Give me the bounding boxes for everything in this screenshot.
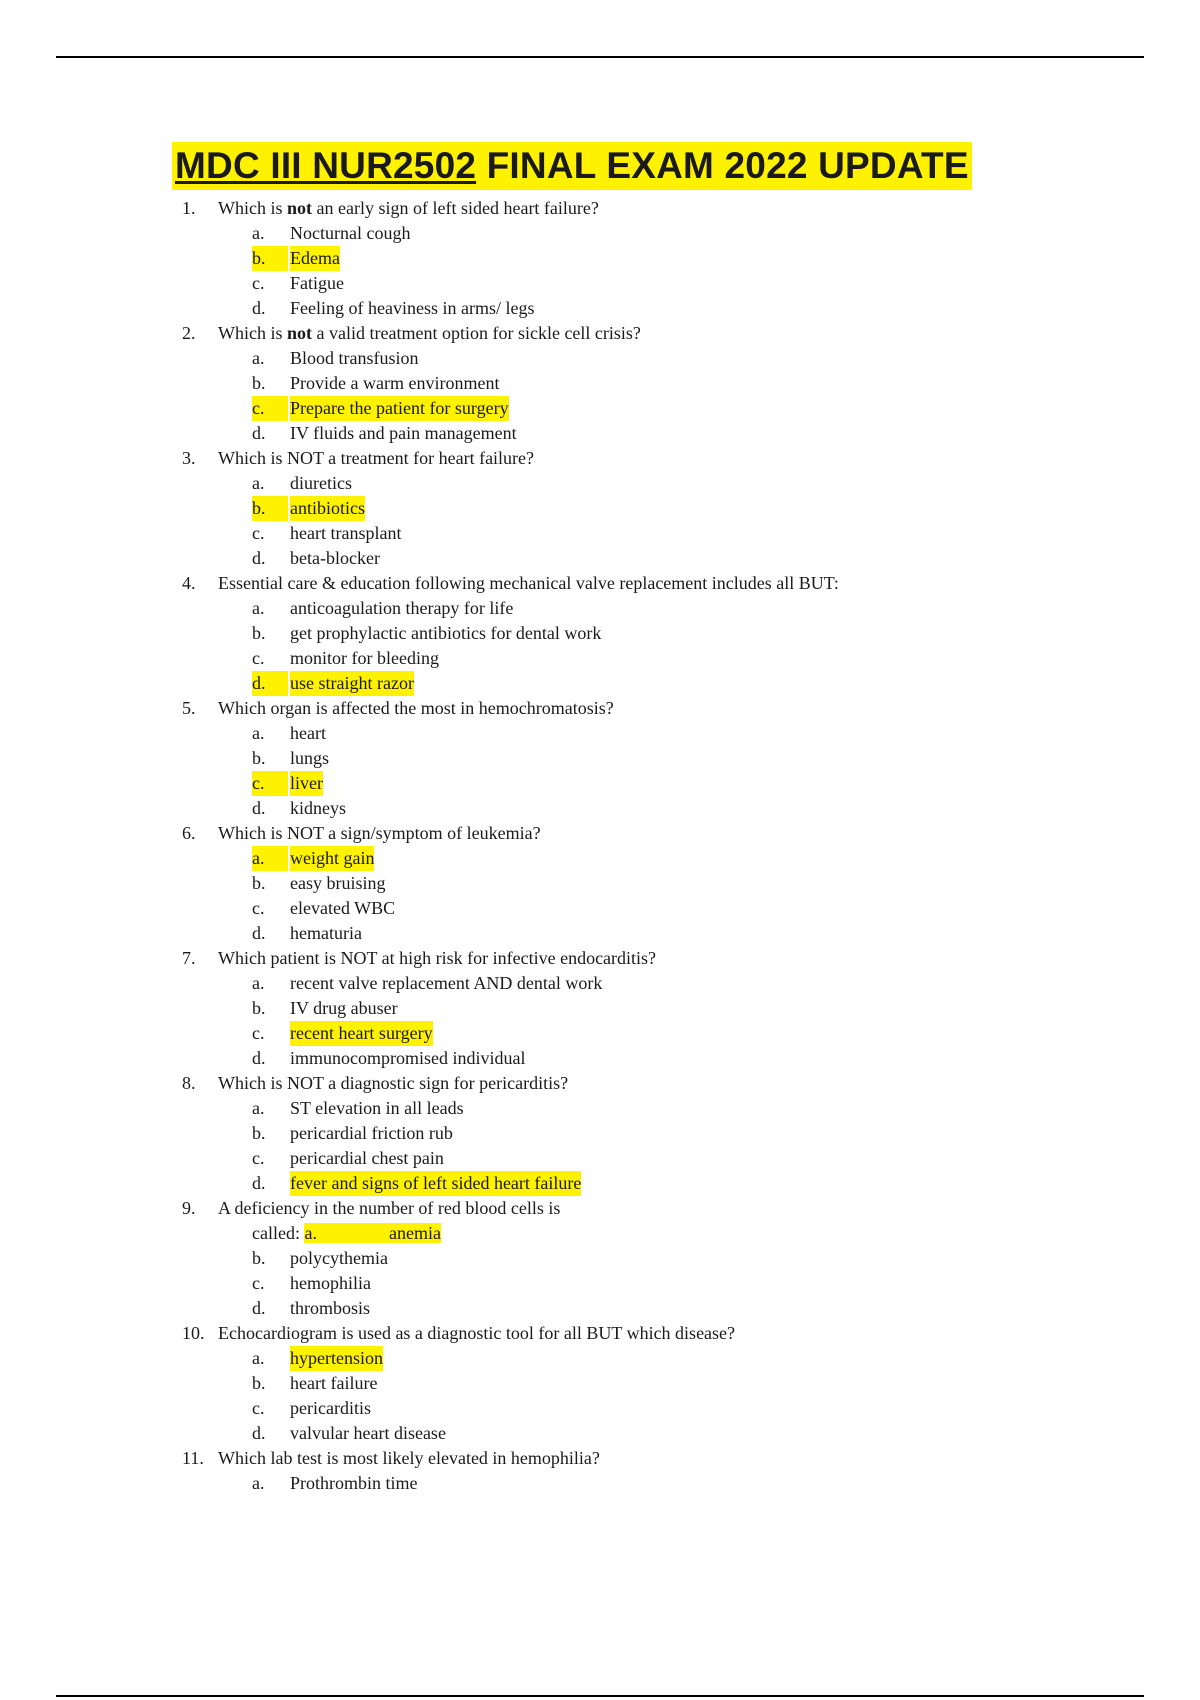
option-3d: d. beta-blocker — [252, 548, 380, 568]
option-1c: c. Fatigue — [252, 273, 344, 293]
option-9b: b. polycythemia — [252, 1248, 388, 1268]
option-2c-answer: c. Prepare the patient for surgery — [0, 396, 1200, 421]
option-7d: d. immunocompromised individual — [252, 1048, 526, 1068]
option-1b-answer: b. Edema — [0, 246, 1200, 271]
question-text: Which patient is NOT at high risk for infective endocarditis? — [218, 948, 657, 968]
option-5c-answer: c. liver — [0, 771, 1200, 796]
option-5b: b. lungs — [252, 748, 330, 768]
question-text: Which is not an early sign of left sided heart failure? — [218, 198, 599, 218]
question-number: 9. — [182, 1198, 196, 1218]
option-8b: b. pericardial friction rub — [252, 1123, 453, 1143]
option-5d: d. kidneys — [252, 798, 346, 818]
top-rule — [56, 56, 1144, 58]
option-10d: d. valvular heart disease — [252, 1423, 446, 1443]
question-number: 4. — [182, 573, 196, 593]
question-number: 3. — [182, 448, 196, 468]
question-number: 2. — [182, 323, 196, 343]
option-9c: c. hemophilia — [252, 1273, 371, 1293]
question-number: 6. — [182, 823, 196, 843]
question-text: Which is NOT a treatment for heart failure? — [218, 448, 535, 468]
option-4c: c. monitor for bleeding — [252, 648, 439, 668]
title-course-code: MDC III NUR2502 — [175, 145, 477, 186]
question-2 — [0, 321, 1200, 346]
option-7c-answer: c. recent heart surgery — [0, 1021, 1200, 1046]
option-11a: a. Prothrombin time — [252, 1473, 418, 1493]
question-number: 11. — [182, 1448, 204, 1468]
question-text: Essential care & education following mechanical valve replacement includes all BUT: — [218, 573, 839, 593]
option-5a: a. heart — [252, 723, 326, 743]
question-11 — [0, 1446, 1200, 1471]
question-number: 5. — [182, 698, 196, 718]
title-exam-name: FINAL EXAM 2022 UPDATE — [476, 145, 969, 186]
question-text: Which organ is affected the most in hemochromatosis? — [218, 698, 614, 718]
question-4 — [0, 571, 1200, 596]
option-6d: d. hematuria — [252, 923, 362, 943]
question-number: 7. — [182, 948, 196, 968]
question-3 — [0, 446, 1200, 471]
emphasis-not: not — [287, 198, 313, 218]
question-text: Echocardiogram is used as a diagnostic tool for all BUT which disease? — [218, 1323, 736, 1343]
question-number: 10. — [182, 1323, 205, 1343]
question-number: 8. — [182, 1073, 196, 1093]
option-4d-answer: d. use straight razor — [0, 671, 1200, 696]
option-3b-answer: b. antibiotics — [0, 496, 1200, 521]
option-2d: d. IV fluids and pain management — [252, 423, 517, 443]
question-9-continuation: called: a. anemia — [252, 1223, 441, 1243]
option-8d-answer: d. fever and signs of left sided heart failure — [0, 1171, 1200, 1196]
option-7b: b. IV drug abuser — [252, 998, 398, 1018]
question-text: Which lab test is most likely elevated in hemophilia? — [218, 1448, 600, 1468]
question-6 — [0, 821, 1200, 846]
question-text: Which is not a valid treatment option for sickle cell crisis? — [218, 323, 641, 343]
question-10 — [0, 1321, 1200, 1346]
document-title — [172, 142, 972, 190]
option-3c: c. heart transplant — [252, 523, 402, 543]
option-10a-answer: a. hypertension — [0, 1346, 1200, 1371]
option-10b: b. heart failure — [252, 1373, 378, 1393]
question-list — [0, 196, 1200, 1496]
question-5 — [0, 696, 1200, 721]
question-text: Which is NOT a sign/symptom of leukemia? — [218, 823, 541, 843]
option-4b: b. get prophylactic antibiotics for dental work — [252, 623, 602, 643]
option-4a: a. anticoagulation therapy for life — [252, 598, 514, 618]
question-9 — [0, 1196, 1200, 1221]
option-3a: a. diuretics — [252, 473, 352, 493]
option-2b: b. Provide a warm environment — [252, 373, 500, 393]
option-7a: a. recent valve replacement AND dental work — [252, 973, 603, 993]
question-1 — [0, 196, 1200, 221]
option-1a: a. Nocturnal cough — [252, 223, 411, 243]
option-2a: a. Blood transfusion — [252, 348, 419, 368]
option-6a-answer: a. weight gain — [0, 846, 1200, 871]
option-10c: c. pericarditis — [252, 1398, 371, 1418]
question-number: 1. — [182, 198, 196, 218]
option-9d: d. thrombosis — [252, 1298, 371, 1318]
option-1d: d. Feeling of heaviness in arms/ legs — [252, 298, 535, 318]
question-text: Which is NOT a diagnostic sign for pericarditis? — [218, 1073, 569, 1093]
question-text: A deficiency in the number of red blood cells is — [218, 1198, 561, 1218]
emphasis-not: not — [287, 323, 313, 343]
question-8 — [0, 1071, 1200, 1096]
bottom-rule — [56, 1695, 1144, 1697]
option-6b: b. easy bruising — [252, 873, 386, 893]
option-8a: a. ST elevation in all leads — [252, 1098, 464, 1118]
option-9a-answer: a. anemia — [304, 1223, 441, 1243]
option-8c: c. pericardial chest pain — [252, 1148, 444, 1168]
question-7 — [0, 946, 1200, 971]
option-6c: c. elevated WBC — [252, 898, 396, 918]
